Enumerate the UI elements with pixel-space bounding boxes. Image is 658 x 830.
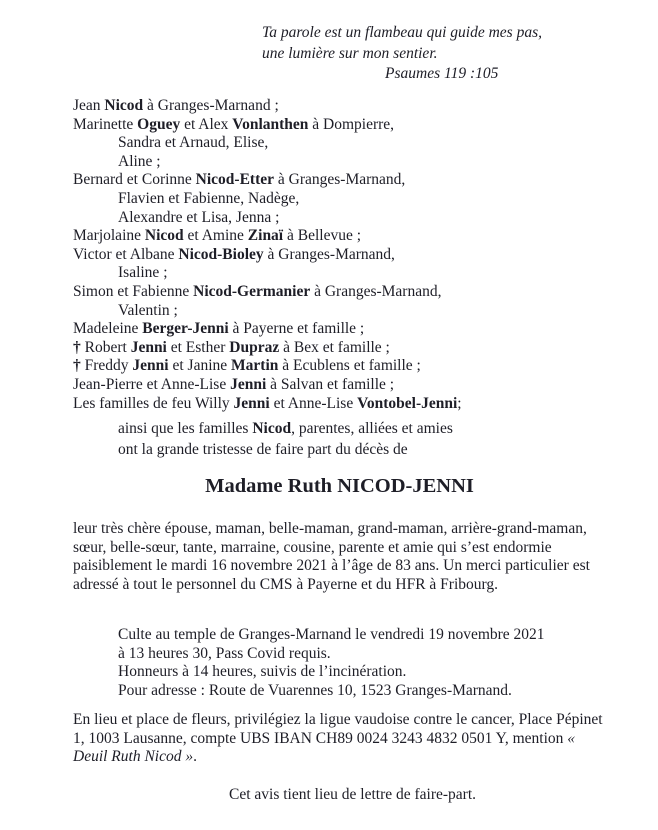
emphasized-name: Jenni [233,394,270,412]
text-segment: Pour adresse : Route de Vuarennes 10, 1523 Granges-Marnand. [118,681,512,699]
text-segment: . [193,748,197,766]
text-segment: Freddy [80,357,133,375]
emphasized-name: Nicod-Etter [195,171,275,189]
text-line [73,209,639,228]
text-segment: Culte au temple de Granges-Marnand le vendredi 19 novembre 2021 [118,626,545,643]
epigraph [262,23,542,85]
emphasized-name: Nicod-Bioley [178,245,264,263]
family-list [73,97,639,413]
text-line [73,171,639,190]
text-segment: et Esther [166,338,230,356]
text-segment: Honneurs à 14 heures, suivis de l’incinération. [118,663,407,681]
emphasized-name: † [73,357,81,375]
emphasized-name: Dupraz [229,338,280,356]
text-segment: à Dompierre, [308,115,395,133]
text-line [118,645,545,664]
text-segment: et Anne-Lise [269,394,358,412]
emphasized-name: Martin [231,357,279,375]
text-segment: ont la grande tristesse de faire part du décès de [118,440,408,458]
epigraph-attribution: Psaumes 119 :105 [385,65,499,82]
text-line [73,246,639,265]
tribute-paragraph: leur très chère épouse, maman, belle-maman, grand-maman, arrière-grand-maman, sœur, belle-sœur, tante, marraine, cousine, parente et amie qui s’est endormie paisiblement le mardi 16 novembre 2021 à l’âge de 83 ans. Un merci particulier est adressé à tout le personnel du CMS à Payerne et du HFR à Fribourg. [73,520,590,593]
text-line [73,283,639,302]
text-segment: Marinette [73,115,138,133]
text-line [73,190,639,209]
text-segment: et Amine [183,227,248,245]
text-segment: Simon et Fabienne [73,282,194,300]
text-line [73,116,639,135]
text-segment: à 13 heures 30, Pass Covid requis. [118,644,331,662]
text-segment: Bernard et Corinne [73,171,196,189]
text-segment: Les familles de feu Willy [73,394,234,412]
emphasized-name: † [73,338,81,356]
text-segment: à Bex et famille ; [279,338,390,356]
emphasized-name: Nicod [144,227,184,245]
closing-line: Cet avis tient lieu de lettre de faire-part. [228,786,477,803]
emphasized-name: Vonlanthen [232,115,309,133]
emphasized-name: Nicod [104,97,144,114]
emphasized-name: Vontobel-Jenni [357,394,458,412]
text-segment: Jean-Pierre et Anne-Lise [73,375,231,393]
text-segment: ainsi que les familles [118,420,253,437]
text-segment: « Deuil Ruth Nicod » [73,729,576,766]
epigraph-line: une lumière sur mon sentier. [262,44,438,62]
text-segment: à Ecublens et famille ; [278,357,421,375]
text-segment: à Granges-Marnand, [274,171,406,189]
text-line [118,626,545,645]
text-segment: et Alex [180,115,233,133]
text-segment: à Salvan et famille ; [266,375,395,393]
text-segment: à Bellevue ; [283,227,362,245]
text-segment: Alexandre et Lisa, Jenna ; [118,208,280,226]
text-line [73,357,639,376]
text-segment: à Granges-Marnand ; [143,97,279,114]
intro-lines [118,419,453,460]
text-segment: Aline ; [118,152,161,170]
text-segment: Flavien et Fabienne, Nadège, [118,189,300,207]
epigraph-line: Ta parole est un flambeau qui guide mes pas, [262,24,542,41]
text-segment: Sandra et Arnaud, Elise, [118,134,269,152]
text-line [73,264,639,283]
text-line [73,376,639,395]
emphasized-name: Jenni [132,357,169,375]
text-segment: et Janine [168,357,232,375]
text-segment: à Payerne et famille ; [228,320,365,338]
text-segment: En lieu et place de fleurs, privilégiez la ligue vaudoise contre le cancer, Place Pépinet 1, 1003 Lausanne, compte UBS IBAN CH89 0024 3243 4832 0501 Y, mention [73,711,603,747]
emphasized-name: Jenni [130,338,167,356]
emphasized-name: Oguey [137,115,181,133]
emphasized-name: Nicod [252,420,292,437]
text-line [118,663,545,682]
text-line [73,395,639,414]
text-line [73,227,639,246]
text-segment: Valentin ; [118,301,178,319]
text-segment: Victor et Albane [73,245,179,263]
text-segment: Madeleine [73,320,143,338]
text-segment: ; [457,394,462,412]
text-segment: à Granges-Marnand, [263,245,395,263]
emphasized-name: Zinaï [247,227,284,245]
text-line [118,440,453,461]
text-line [73,339,639,358]
text-line [73,153,639,172]
text-line [73,97,639,116]
emphasized-name: Berger-Jenni [142,320,229,338]
text-line [118,682,545,701]
text-segment: , parentes, alliées et amies [291,420,453,437]
text-line [73,320,639,339]
text-segment: Jean [73,97,105,114]
text-segment: Marjolaine [73,227,145,245]
text-line [73,134,639,153]
ceremony-details [118,626,545,700]
deceased-name-title: Madame Ruth NICOD-JENNI [205,475,474,497]
emphasized-name: Jenni [230,375,267,393]
text-line [118,419,453,440]
donation-paragraph [73,711,610,767]
emphasized-name: Nicod-Germanier [193,282,311,300]
text-line [73,302,639,321]
text-segment: Robert [80,338,131,356]
text-segment: à Granges-Marnand, [310,282,442,300]
text-segment: Isaline ; [118,264,168,282]
